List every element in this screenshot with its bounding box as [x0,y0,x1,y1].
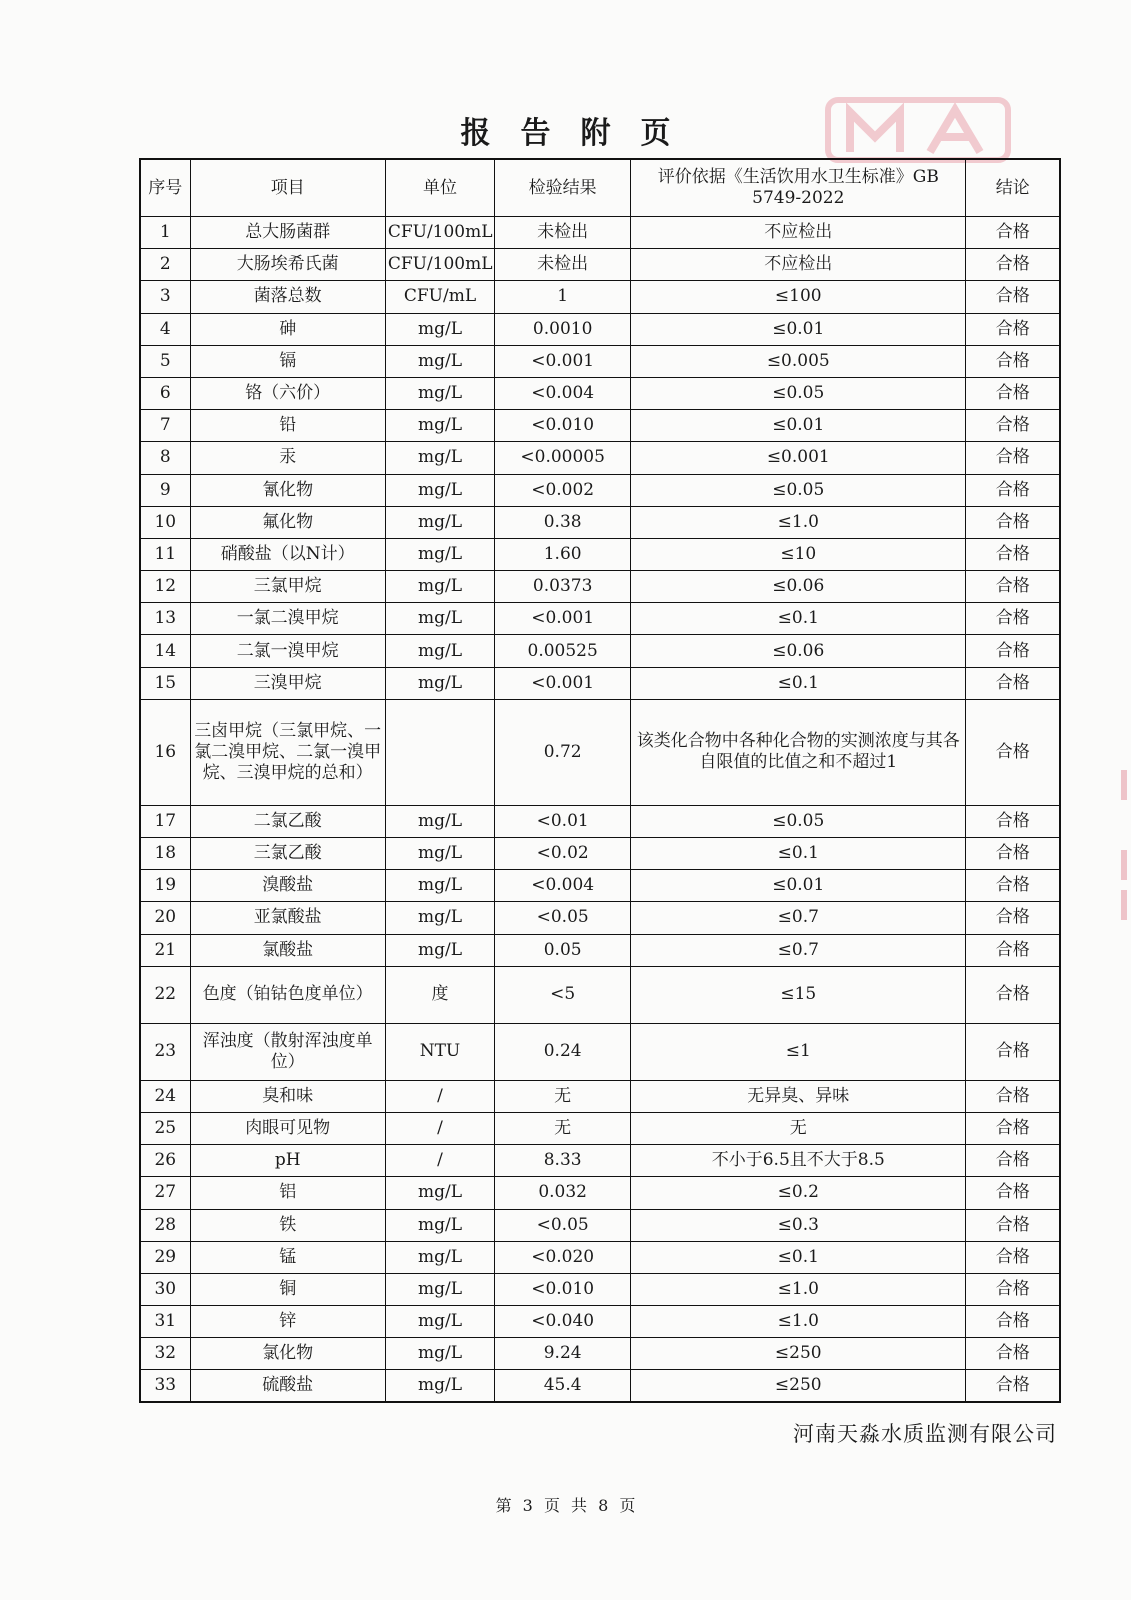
cell-unit: 度 [385,966,494,1023]
cell-item: 色度（铂钴色度单位） [190,966,385,1023]
cell-conclusion: 合格 [966,1177,1060,1209]
cell-conclusion: 合格 [966,1338,1060,1370]
cell-seq: 31 [140,1306,190,1338]
cell-seq: 21 [140,934,190,966]
cell-conclusion: 合格 [966,345,1060,377]
cell-result: 0.032 [495,1177,631,1209]
cell-standard: ≤0.01 [631,870,966,902]
cell-conclusion: 合格 [966,934,1060,966]
test-results-table [139,158,1061,1403]
table-row [140,902,1060,934]
cell-seq: 4 [140,313,190,345]
header-unit: 单位 [385,159,494,217]
table-row [140,1112,1060,1144]
cell-standard: ≤0.005 [631,345,966,377]
cell-item: 氟化物 [190,506,385,538]
cell-standard: ≤1.0 [631,1306,966,1338]
cell-standard: ≤250 [631,1370,966,1402]
cell-conclusion: 合格 [966,313,1060,345]
cell-standard: 无 [631,1112,966,1144]
cell-unit: mg/L [385,902,494,934]
table-row [140,1273,1060,1305]
cell-unit: NTU [385,1023,494,1080]
cell-result: 0.05 [495,934,631,966]
cell-seq: 7 [140,410,190,442]
table-row [140,1080,1060,1112]
cell-unit: mg/L [385,1306,494,1338]
cell-standard: ≤0.01 [631,313,966,345]
cell-conclusion: 合格 [966,217,1060,249]
cell-unit [385,699,494,805]
table-row [140,571,1060,603]
table-row [140,313,1060,345]
cell-unit: CFU/100mL [385,249,494,281]
cell-result: 0.38 [495,506,631,538]
cell-item: 氰化物 [190,474,385,506]
cell-result: 0.00525 [495,635,631,667]
cell-standard: ≤0.001 [631,442,966,474]
table-row [140,538,1060,570]
cell-conclusion: 合格 [966,281,1060,313]
cell-conclusion: 合格 [966,667,1060,699]
cell-item: 锰 [190,1241,385,1273]
cell-unit: mg/L [385,838,494,870]
cell-standard: ≤15 [631,966,966,1023]
cell-seq: 32 [140,1338,190,1370]
cell-seq: 11 [140,538,190,570]
cell-result: 1.60 [495,538,631,570]
cell-item: 汞 [190,442,385,474]
cell-unit: mg/L [385,603,494,635]
cell-item: 亚氯酸盐 [190,902,385,934]
margin-stamp-fragment [1121,850,1127,880]
cell-conclusion: 合格 [966,1241,1060,1273]
cell-seq: 2 [140,249,190,281]
cell-standard: ≤250 [631,1338,966,1370]
company-name: 河南天淼水质监测有限公司 [793,1422,1057,1446]
cell-unit: mg/L [385,506,494,538]
table-row [140,217,1060,249]
cell-unit: mg/L [385,667,494,699]
cell-result: <0.020 [495,1241,631,1273]
cell-standard: 无异臭、异味 [631,1080,966,1112]
cell-standard: ≤0.1 [631,838,966,870]
cell-standard: ≤1.0 [631,506,966,538]
cell-seq: 28 [140,1209,190,1241]
cell-unit: mg/L [385,1338,494,1370]
cell-item: 氯酸盐 [190,934,385,966]
cell-seq: 8 [140,442,190,474]
cell-seq: 16 [140,699,190,805]
cell-standard: ≤1.0 [631,1273,966,1305]
cell-standard: ≤0.1 [631,603,966,635]
cell-conclusion: 合格 [966,442,1060,474]
table-row [140,442,1060,474]
cell-conclusion: 合格 [966,966,1060,1023]
cell-seq: 24 [140,1080,190,1112]
cell-item: 大肠埃希氏菌 [190,249,385,281]
cell-standard: ≤0.01 [631,410,966,442]
cell-seq: 5 [140,345,190,377]
table-row [140,281,1060,313]
cell-standard: ≤10 [631,538,966,570]
cell-unit: mg/L [385,1177,494,1209]
cell-seq: 33 [140,1370,190,1402]
cell-standard: ≤1 [631,1023,966,1080]
cell-result: <5 [495,966,631,1023]
cell-conclusion: 合格 [966,377,1060,409]
cell-standard: ≤0.7 [631,934,966,966]
cell-standard: ≤0.05 [631,377,966,409]
cell-item: pH [190,1145,385,1177]
cell-seq: 30 [140,1273,190,1305]
cell-item: 铁 [190,1209,385,1241]
table-row [140,1023,1060,1080]
cell-unit: mg/L [385,410,494,442]
cell-result: <0.00005 [495,442,631,474]
cell-result: 0.72 [495,699,631,805]
cell-item: 硫酸盐 [190,1370,385,1402]
cell-item: 三卤甲烷（三氯甲烷、一氯二溴甲烷、二氯一溴甲烷、三溴甲烷的总和） [190,699,385,805]
cell-standard: ≤0.06 [631,571,966,603]
cell-seq: 1 [140,217,190,249]
cell-seq: 17 [140,805,190,837]
cell-unit: mg/L [385,1241,494,1273]
cell-unit: mg/L [385,934,494,966]
cell-conclusion: 合格 [966,410,1060,442]
cell-item: 铜 [190,1273,385,1305]
cell-unit: / [385,1080,494,1112]
cell-item: 铝 [190,1177,385,1209]
cell-conclusion: 合格 [966,805,1060,837]
table-row [140,870,1060,902]
cell-standard: 该类化合物中各种化合物的实测浓度与其各自限值的比值之和不超过1 [631,699,966,805]
cell-result: <0.010 [495,1273,631,1305]
header-result: 检验结果 [495,159,631,217]
cell-conclusion: 合格 [966,870,1060,902]
cell-item: 锌 [190,1306,385,1338]
cell-unit: mg/L [385,313,494,345]
cell-seq: 18 [140,838,190,870]
table-row [140,506,1060,538]
cell-item: 砷 [190,313,385,345]
cell-unit: mg/L [385,635,494,667]
cell-unit: mg/L [385,1273,494,1305]
cell-conclusion: 合格 [966,902,1060,934]
cell-standard: 不应检出 [631,249,966,281]
cell-result: <0.001 [495,603,631,635]
cell-item: 三溴甲烷 [190,667,385,699]
cell-item: 二氯一溴甲烷 [190,635,385,667]
cell-seq: 29 [140,1241,190,1273]
cell-conclusion: 合格 [966,1080,1060,1112]
cell-result: <0.004 [495,377,631,409]
header-conclusion: 结论 [966,159,1060,217]
cell-seq: 20 [140,902,190,934]
cell-standard: ≤0.1 [631,1241,966,1273]
cell-result: <0.002 [495,474,631,506]
cell-item: 一氯二溴甲烷 [190,603,385,635]
cell-unit: mg/L [385,571,494,603]
cell-result: 0.0010 [495,313,631,345]
cell-result: 无 [495,1112,631,1144]
cell-unit: mg/L [385,1370,494,1402]
cell-seq: 13 [140,603,190,635]
cell-seq: 12 [140,571,190,603]
table-row [140,474,1060,506]
cell-unit: mg/L [385,538,494,570]
cell-result: 9.24 [495,1338,631,1370]
cell-standard: ≤0.05 [631,474,966,506]
cell-seq: 22 [140,966,190,1023]
header-standard: 评价依据《生活饮用水卫生标准》GB 5749-2022 [631,159,966,217]
table-row [140,966,1060,1023]
cell-unit: mg/L [385,1209,494,1241]
cell-result: <0.001 [495,667,631,699]
cell-item: 铬（六价） [190,377,385,409]
cell-result: 8.33 [495,1145,631,1177]
cell-result: 无 [495,1080,631,1112]
cell-seq: 14 [140,635,190,667]
cell-unit: mg/L [385,805,494,837]
cell-unit: mg/L [385,377,494,409]
cell-conclusion: 合格 [966,1370,1060,1402]
cell-item: 浑浊度（散射浑浊度单位） [190,1023,385,1080]
cell-result: <0.05 [495,1209,631,1241]
cell-item: 臭和味 [190,1080,385,1112]
cell-unit: mg/L [385,345,494,377]
table-row [140,699,1060,805]
header-item: 项目 [190,159,385,217]
cell-conclusion: 合格 [966,603,1060,635]
table-row [140,603,1060,635]
margin-stamp-fragment [1121,770,1127,800]
cell-conclusion: 合格 [966,1112,1060,1144]
cell-unit: mg/L [385,442,494,474]
page-title: 报告附页 [460,116,701,151]
cell-standard: ≤0.06 [631,635,966,667]
cell-item: 溴酸盐 [190,870,385,902]
cell-unit: mg/L [385,474,494,506]
table-row [140,1370,1060,1402]
cell-result: <0.05 [495,902,631,934]
cell-result: 0.0373 [495,571,631,603]
cell-conclusion: 合格 [966,538,1060,570]
cell-standard: ≤0.2 [631,1177,966,1209]
cell-conclusion: 合格 [966,1306,1060,1338]
cell-conclusion: 合格 [966,635,1060,667]
cell-item: 总大肠菌群 [190,217,385,249]
cell-conclusion: 合格 [966,1145,1060,1177]
table-row [140,1177,1060,1209]
cell-seq: 19 [140,870,190,902]
cell-standard: ≤0.05 [631,805,966,837]
cell-unit: CFU/mL [385,281,494,313]
cell-result: <0.01 [495,805,631,837]
cell-unit: / [385,1112,494,1144]
table-row [140,667,1060,699]
cell-item: 镉 [190,345,385,377]
cell-item: 肉眼可见物 [190,1112,385,1144]
cell-item: 铅 [190,410,385,442]
cell-standard: 不小于6.5且不大于8.5 [631,1145,966,1177]
cell-result: 未检出 [495,249,631,281]
table-header-row [140,159,1060,217]
cell-result: 1 [495,281,631,313]
cell-standard: ≤0.1 [631,667,966,699]
table-row [140,249,1060,281]
cell-item: 菌落总数 [190,281,385,313]
table-row [140,635,1060,667]
margin-stamp-fragment [1121,890,1127,920]
cell-conclusion: 合格 [966,699,1060,805]
cell-seq: 15 [140,667,190,699]
table-body [140,217,1060,1403]
cell-result: <0.004 [495,870,631,902]
cell-conclusion: 合格 [966,838,1060,870]
cell-item: 三氯乙酸 [190,838,385,870]
cell-standard: ≤0.7 [631,902,966,934]
cell-result: 未检出 [495,217,631,249]
page-number: 第 3 页 共 8 页 [495,1496,636,1515]
cell-result: <0.02 [495,838,631,870]
cell-unit: mg/L [385,870,494,902]
cell-result: <0.040 [495,1306,631,1338]
cell-seq: 6 [140,377,190,409]
table-row [140,410,1060,442]
cell-item: 三氯甲烷 [190,571,385,603]
cell-standard: ≤100 [631,281,966,313]
cell-conclusion: 合格 [966,1273,1060,1305]
cell-conclusion: 合格 [966,249,1060,281]
cell-unit: CFU/100mL [385,217,494,249]
cell-standard: 不应检出 [631,217,966,249]
table-row [140,377,1060,409]
cell-seq: 23 [140,1023,190,1080]
cell-item: 硝酸盐（以N计） [190,538,385,570]
table-row [140,345,1060,377]
cell-standard: ≤0.3 [631,1209,966,1241]
cell-seq: 27 [140,1177,190,1209]
cell-result: <0.001 [495,345,631,377]
cell-seq: 26 [140,1145,190,1177]
table-row [140,1241,1060,1273]
cell-seq: 9 [140,474,190,506]
cell-conclusion: 合格 [966,474,1060,506]
cell-conclusion: 合格 [966,506,1060,538]
cell-seq: 3 [140,281,190,313]
table-row [140,934,1060,966]
table-row [140,1338,1060,1370]
cell-unit: / [385,1145,494,1177]
table-row [140,805,1060,837]
header-seq: 序号 [140,159,190,217]
cell-conclusion: 合格 [966,1209,1060,1241]
cell-seq: 25 [140,1112,190,1144]
cell-result: <0.010 [495,410,631,442]
cell-seq: 10 [140,506,190,538]
cell-conclusion: 合格 [966,571,1060,603]
table-row [140,1145,1060,1177]
table-row [140,838,1060,870]
table-row [140,1306,1060,1338]
cell-item: 氯化物 [190,1338,385,1370]
cell-result: 0.24 [495,1023,631,1080]
table-row [140,1209,1060,1241]
cell-conclusion: 合格 [966,1023,1060,1080]
cell-result: 45.4 [495,1370,631,1402]
cell-item: 二氯乙酸 [190,805,385,837]
